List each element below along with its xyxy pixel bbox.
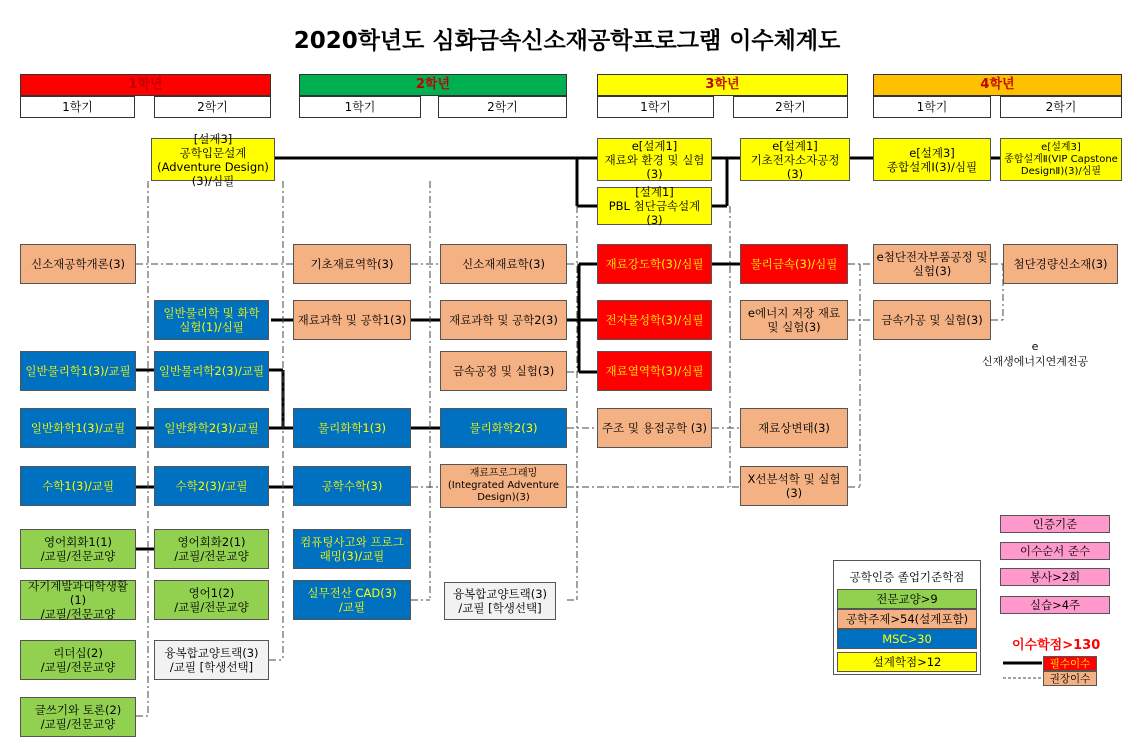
energy-track-note: e 신재생에너지연계전공 [981, 340, 1089, 368]
course-intro-materials[interactable]: 신소재공학개론(3) [20, 244, 136, 284]
legend-lines [1003, 663, 1042, 678]
course-physchem2[interactable]: 물리화학2(3) [440, 408, 567, 448]
legend-total-credits: 이수학점>130 [1012, 638, 1101, 653]
year-2-sem-2: 2학기 [438, 96, 567, 118]
legend-service: 봉사>2회 [1000, 568, 1110, 586]
criteria-major: 공학주제>54(설계포함) [837, 609, 977, 629]
course-english[interactable]: 영어1(2) /교필/전문교양 [154, 580, 269, 620]
course-electronic-parts[interactable]: e첨단전자부품공정 및 실험(3) [873, 244, 991, 284]
course-writing[interactable]: 글쓰기와 토론(2) /교필/전문교양 [20, 697, 136, 737]
legend-order: 이수순서 준수 [1000, 542, 1110, 560]
criteria-design: 설계학점>12 [837, 652, 977, 672]
course-mse1[interactable]: 재료과학 및 공학1(3) [293, 300, 411, 340]
criteria-general: 전문교양>9 [837, 589, 977, 609]
course-capstone2[interactable]: e[설계3] 종합설계Ⅱ(VIP Capstone DesignⅡ)(3)/심필 [1000, 138, 1122, 181]
year-3-sem-2: 2학기 [733, 96, 848, 118]
course-self-dev[interactable]: 자기계발과대학생활(1) /교필/전문교양 [20, 580, 136, 620]
legend-cert: 인증기준 [1000, 515, 1110, 533]
course-chem1[interactable]: 일반화학1(3)/교필 [20, 408, 136, 448]
year-4-sem-2: 2학기 [1000, 96, 1122, 118]
year-1-sem-1: 1학기 [20, 96, 135, 118]
course-mse2[interactable]: 재료과학 및 공학2(3) [440, 300, 567, 340]
course-lightweight[interactable]: 첨단경량신소재(3) [1003, 244, 1118, 284]
legend-recommended-label: 권장이수 [1043, 671, 1097, 686]
course-phys2[interactable]: 일반물리학2(3)/교필 [154, 351, 269, 391]
course-convergence-b[interactable]: 융복합교양트랙(3) /교필 [학생선택] [154, 640, 269, 680]
course-eng-conv1[interactable]: 영어회화1(1) /교필/전문교양 [20, 529, 136, 569]
course-gen-physchem-lab[interactable]: 일반물리학 및 화학 실험(1)/심필 [154, 300, 269, 340]
course-elec-process[interactable]: e[설계1] 기초전자소자공정(3) [740, 138, 850, 181]
course-eng-conv2[interactable]: 영어회화2(1) /교필/전문교양 [154, 529, 269, 569]
course-phase[interactable]: 재료상변태(3) [740, 408, 848, 448]
course-new-materials[interactable]: 신소재재료학(3) [440, 244, 567, 284]
course-electronic-prop[interactable]: 전자물성학(3)/심필 [597, 300, 712, 340]
course-physchem1[interactable]: 물리화학1(3) [293, 408, 411, 448]
legend-practice: 실습>4주 [1000, 596, 1110, 614]
criteria-msc: MSC>30 [837, 629, 977, 649]
course-programming[interactable]: 재료프로그래밍(Integrated Adventure Design)(3) [440, 464, 567, 508]
course-energy-storage[interactable]: e에너지 저장 재료 및 실험(3) [740, 300, 848, 340]
year-1-sem-2: 2학기 [154, 96, 271, 118]
course-math1[interactable]: 수학1(3)/교필 [20, 466, 136, 506]
year-1-header: 1학년 [20, 74, 271, 96]
year-4-sem-1: 1학기 [873, 96, 991, 118]
year-4-header: 4학년 [873, 74, 1122, 96]
course-env-lab[interactable]: e[설계1] 재료와 환경 및 실험(3) [597, 138, 712, 181]
course-design-intro[interactable]: [설계3] 공학입문설계(Adventure Design)(3)/심필 [151, 138, 275, 181]
course-eng-math[interactable]: 공학수학(3) [293, 466, 411, 506]
criteria-title: 공학인증 졸업기준학점 [849, 570, 965, 584]
course-casting[interactable]: 주조 및 용접공학 (3) [597, 408, 712, 448]
course-convergence-a[interactable]: 융복합교양트랙(3) /교필 [학생선택] [444, 582, 556, 620]
year-2-sem-1: 1학기 [299, 96, 421, 118]
year-2-header: 2학년 [299, 74, 567, 96]
course-phys1[interactable]: 일반물리학1(3)/교필 [20, 351, 136, 391]
page-title: 2020학년도 심화금속신소재공학프로그램 이수체계도 [293, 28, 841, 54]
course-pbl[interactable]: [설계1] PBL 첨단금속설계 (3) [597, 187, 712, 225]
course-chem2[interactable]: 일반화학2(3)/교필 [154, 408, 269, 448]
course-basic-mech[interactable]: 기초재료역학(3) [293, 244, 411, 284]
course-capstone1[interactable]: e[설계3] 종합설계Ⅰ(3)/심필 [873, 138, 991, 181]
course-computing[interactable]: 컴퓨팅사고와 프로그래밍(3)/교필 [293, 529, 411, 569]
year-3-header: 3학년 [597, 74, 848, 96]
course-thermo[interactable]: 재료열역학(3)/심필 [597, 351, 712, 391]
course-xray[interactable]: X선분석학 및 실험 (3) [740, 466, 848, 506]
course-metal-processing[interactable]: 금속가공 및 실험(3) [873, 300, 991, 340]
course-metal-process-lab[interactable]: 금속공정 및 실험(3) [440, 351, 567, 391]
year-3-sem-1: 1학기 [597, 96, 714, 118]
legend-required-label: 필수이수 [1043, 656, 1097, 671]
course-cad[interactable]: 실무전산 CAD(3) /교필 [293, 580, 411, 620]
course-leadership[interactable]: 리더십(2) /교필/전문교양 [20, 640, 136, 680]
course-math2[interactable]: 수학2(3)/교필 [154, 466, 269, 506]
course-strength[interactable]: 재료강도학(3)/심필 [597, 244, 712, 284]
course-phys-metal[interactable]: 물리금속(3)/심필 [740, 244, 848, 284]
